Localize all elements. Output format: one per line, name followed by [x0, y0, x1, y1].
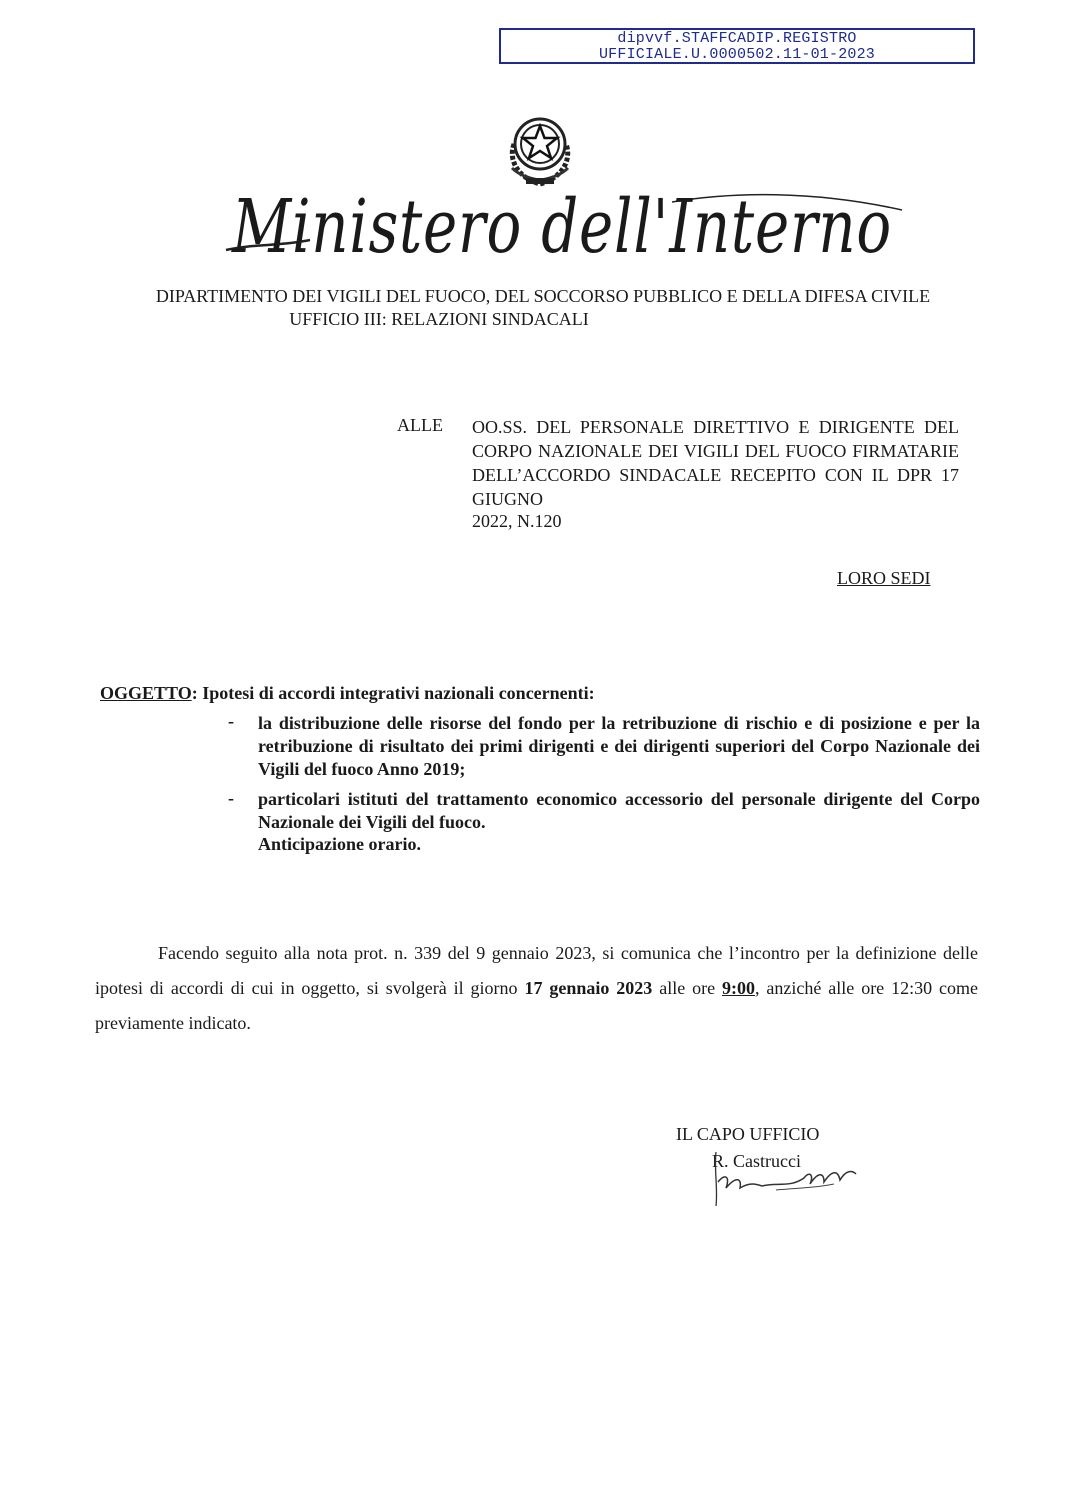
subject-bullet-1: la distribuzione delle risorse del fondo per la retribuzione di rischio e di posizione e per la retribuzione di risultato dei primi dirigenti e dei dirigenti superiori del Corpo Nazionale dei Vigili del fuoco Anno 2019;	[258, 713, 980, 779]
subject-text: : Ipotesi di accordi integrativi nazionali concernenti:	[191, 683, 595, 703]
meeting-date: 17 gennaio 2023	[524, 978, 653, 998]
recipients-last-line: 2022, N.120	[472, 511, 562, 531]
loro-sedi: LORO SEDI	[837, 568, 931, 588]
subject-heading	[100, 683, 595, 704]
ministry-name: Ministero dell'Interno	[230, 184, 893, 270]
body-text-2: alle ore	[652, 978, 723, 998]
department-name: DIPARTIMENTO DEI VIGILI DEL FUOCO, DEL SOCCORSO PUBBLICO E DELLA DIFESA CIVILE	[155, 286, 931, 306]
protocol-line-1: dipvvf.STAFFCADIP.REGISTRO	[617, 30, 857, 47]
body-text-1: Facendo seguito alla nota prot. n. 339 del 9 gennaio 2023, si comunica che l’incontro per la definizione delle ipotesi di accordi di cui in oggetto, si svolgerà il giorno	[95, 943, 978, 998]
subject-bullet-2: particolari istituti del trattamento economico accessorio del personale dirigente del Corpo Nazionale dei Vigili del fuoco.	[258, 789, 980, 832]
office-name: UFFICIO III: RELAZIONI SINDACALI	[289, 309, 589, 329]
bullet-dash: -	[228, 788, 234, 808]
protocol-line-2: UFFICIALE.U.0000502.11-01-2023	[598, 46, 876, 63]
body-text-3: , anziché alle ore 12:30 come previamente indicato.	[95, 978, 978, 1033]
bullet-dash: -	[228, 711, 234, 731]
ministry-script-logo	[212, 180, 912, 275]
handwritten-signature	[706, 1148, 866, 1210]
meeting-time: 9:00	[722, 978, 756, 998]
protocol-stamp	[499, 28, 975, 64]
recipients-text: OO.SS. DEL PERSONALE DIRETTIVO E DIRIGENTE DEL CORPO NAZIONALE DEI VIGILI DEL FUOCO FIRMATARIE DELL’ACCORDO SINDACALE RECEPITO CON IL DPR 17 GIUGNO	[472, 417, 959, 509]
recipients-label: ALLE	[397, 415, 443, 435]
subject-anticipation: Anticipazione orario.	[258, 834, 421, 854]
body-paragraph	[95, 936, 978, 1041]
signature-name: R. Castrucci	[712, 1151, 801, 1171]
signature-role: IL CAPO UFFICIO	[676, 1124, 820, 1144]
subject-label: OGGETTO	[100, 683, 192, 703]
